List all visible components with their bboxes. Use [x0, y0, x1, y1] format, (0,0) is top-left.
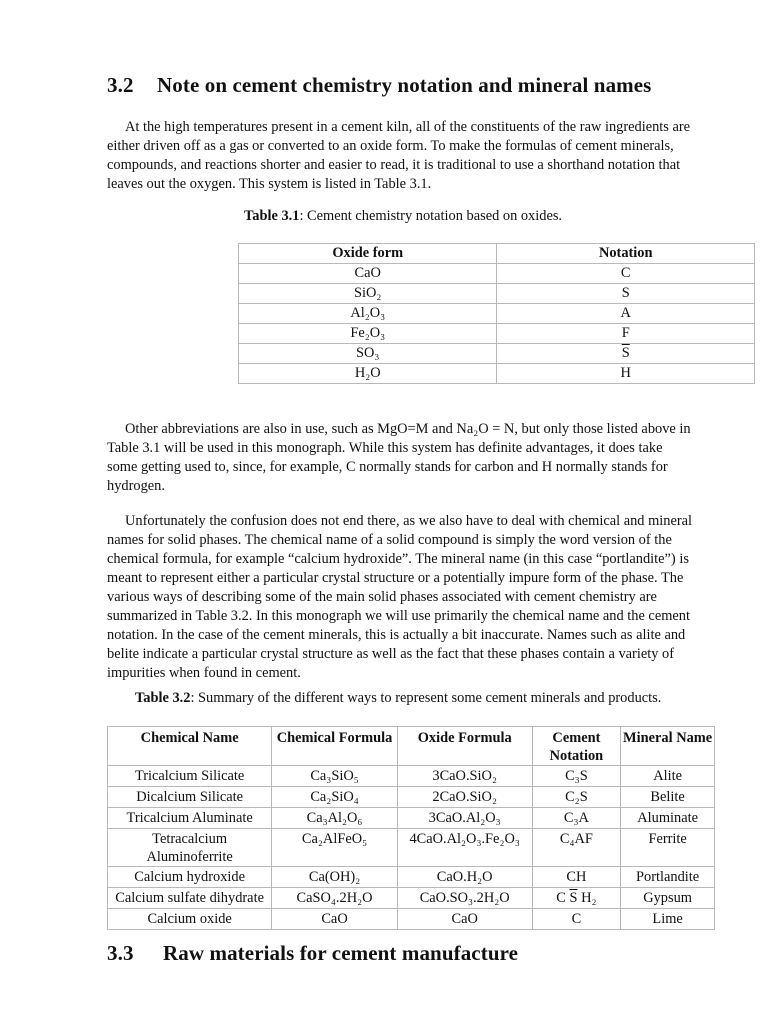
table-row: [239, 264, 755, 284]
table-3-1-notation: [238, 243, 755, 384]
caption-text: : Cement chemistry notation based on oxides.: [299, 208, 563, 224]
table-cell: Ca₂SiO₄: [272, 787, 398, 808]
table-cell: Calcium oxide: [108, 909, 272, 930]
table-cell-sulfate-notation: $\overline{S}$: [497, 344, 755, 364]
section-number: 3.2: [107, 73, 134, 97]
table-cell: CaO: [239, 264, 497, 284]
table-cell: CH: [532, 867, 621, 888]
table-cell: Ca₂AlFeO₅: [272, 829, 398, 867]
paragraph-intro: At the high temperatures present in a cement kiln, all of the constituents of the raw ingredients are either driven off as a gas or converted to an oxide form. To make the formulas of cement minerals, compounds, and reactions shorter and easier to read, it is traditional to use a shorthand notation that leaves out the oxygen. This system is listed in Table 3.1.: [107, 119, 691, 192]
table-cell: Fe₂O₃: [239, 324, 497, 344]
table-row: [108, 787, 715, 808]
table-cell-gypsum-notation: C $\overline{S}$ H₂: [532, 888, 621, 909]
table-row: [239, 304, 755, 324]
table-cell: A: [497, 304, 755, 324]
table-cell: CaO.SO₃.2H₂O: [397, 888, 532, 909]
section-heading-3-3: [107, 941, 518, 966]
table-cell: C₃A: [532, 808, 621, 829]
table-row: [239, 284, 755, 304]
sulfate-symbol: $\overline{S}$: [569, 890, 578, 906]
paragraph-names: Unfortunately the confusion does not end there, as we also have to deal with chemical and mineral names for solid phases. The chemical name of a solid compound is simply the word version of the chemical formula, for example “calcium hydroxide”. The mineral name (in this case “portlandite”) is meant to represent either a particular crystal structure or a potentially impure form of the phase. The various ways of describing some of the main solid phases associated with cement chemistry are summarized in Table 3.2. In this monograph we will use primarily the chemical name and the cement notation. In the case of the cement minerals, this is actually a bit inaccurate. Names such as alite and belite indicate a particular crystal structure as well as the fact that these phases contain a variety of impurities when found in cement.: [107, 513, 693, 681]
table-cell: Calcium sulfate dihydrate: [108, 888, 272, 909]
table-cell: CaO: [397, 909, 532, 930]
table-cell: Portlandite: [621, 867, 715, 888]
table-cell: CaO.H₂O: [397, 867, 532, 888]
table-cell: Ca₃SiO₅: [272, 766, 398, 787]
table-cell: C: [532, 909, 621, 930]
table-cell: Gypsum: [621, 888, 715, 909]
table-row: [239, 344, 755, 364]
table-cell: Al₂O₃: [239, 304, 497, 324]
table-row: [239, 364, 755, 384]
table-cell: 4CaO.Al₂O₃.Fe₂O₃: [397, 829, 532, 867]
table-cell: Ca(OH)₂: [272, 867, 398, 888]
table-cell: Aluminate: [621, 808, 715, 829]
table-3-2-summary: [107, 726, 715, 930]
table-cell: C₂S: [532, 787, 621, 808]
table-cell: SiO₂: [239, 284, 497, 304]
table-cell: Calcium hydroxide: [108, 867, 272, 888]
table-row: [108, 766, 715, 787]
table-cell: Tetracalcium Aluminoferrite: [108, 829, 272, 867]
table-row: [108, 808, 715, 829]
table-row: [108, 829, 715, 867]
table-cell: 3CaO.Al₂O₃: [397, 808, 532, 829]
table-cell: CaSO₄.2H₂O: [272, 888, 398, 909]
table-cell: H₂O: [239, 364, 497, 384]
table-cell: Ferrite: [621, 829, 715, 867]
table-3-1-caption: [244, 207, 562, 226]
paragraph-abbreviations: Other abbreviations are also in use, such as MgO=M and Na₂O = N, but only those listed above in Table 3.1 will be used in this monograph. While this system has definite advantages, it does take some getting used to, since, for example, C normally stands for carbon and H normally stands for hydrogen.: [107, 421, 691, 494]
column-header: Chemical Formula: [272, 727, 398, 766]
table-cell: 2CaO.SiO₂: [397, 787, 532, 808]
table-cell: CaO: [272, 909, 398, 930]
table-cell: Belite: [621, 787, 715, 808]
column-header: Notation: [497, 244, 755, 264]
table-row: [108, 888, 715, 909]
table-3-2-caption: [135, 689, 661, 708]
table-cell: C: [497, 264, 755, 284]
table-cell: H: [497, 364, 755, 384]
table-cell: Lime: [621, 909, 715, 930]
table-cell: SO₃: [239, 344, 497, 364]
table-cell: Tricalcium Silicate: [108, 766, 272, 787]
caption-text: : Summary of the different ways to represent some cement minerals and products.: [190, 690, 662, 706]
table-cell: 3CaO.SiO₂: [397, 766, 532, 787]
table-cell: S: [497, 284, 755, 304]
column-header: Oxide form: [239, 244, 497, 264]
section-number: 3.3: [107, 941, 134, 965]
table-header-row: [108, 727, 715, 766]
table-row: [239, 324, 755, 344]
table-cell: Tricalcium Aluminate: [108, 808, 272, 829]
caption-label: Table 3.2: [135, 690, 191, 706]
column-header: Chemical Name: [108, 727, 272, 766]
table-cell: C₄AF: [532, 829, 621, 867]
column-header: Oxide Formula: [397, 727, 532, 766]
table-cell: Alite: [621, 766, 715, 787]
table-cell: Ca₃Al₂O₆: [272, 808, 398, 829]
column-header: Cement Notation: [532, 727, 621, 766]
table-cell: F: [497, 324, 755, 344]
section-title: Raw materials for cement manufacture: [163, 941, 519, 965]
table-header-row: [239, 244, 755, 264]
section-title: Note on cement chemistry notation and mineral names: [157, 73, 652, 97]
column-header: Mineral Name: [621, 727, 715, 766]
table-cell: C₃S: [532, 766, 621, 787]
table-cell: Dicalcium Silicate: [108, 787, 272, 808]
caption-label: Table 3.1: [244, 208, 300, 224]
table-row: [108, 867, 715, 888]
section-heading-3-2: [107, 73, 651, 98]
table-row: [108, 909, 715, 930]
